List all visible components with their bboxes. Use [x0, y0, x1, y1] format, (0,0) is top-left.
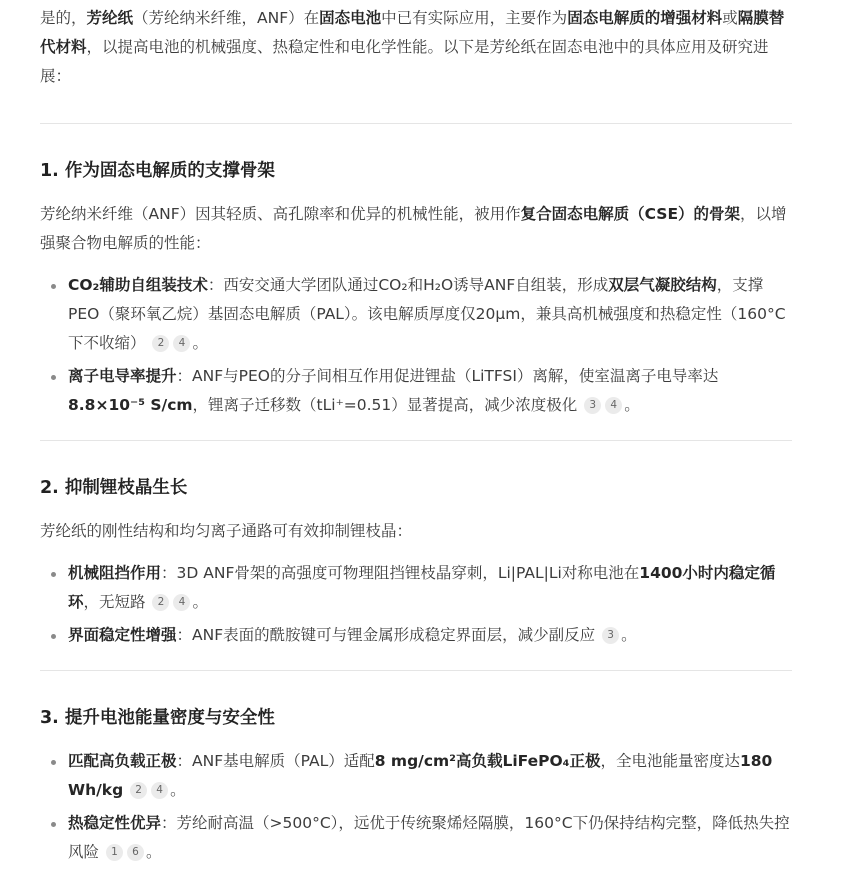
citation-badge[interactable]: 1 — [106, 844, 123, 861]
citation-badge[interactable]: 4 — [151, 782, 168, 799]
citation-badge[interactable]: 3 — [602, 627, 619, 644]
list-item: 机械阻挡作用：3D ANF骨架的高强度可物理阻挡锂枝晶穿刺，Li|PAL|Li对称电池在1400小时内稳定循环，无短路 2 4 。 — [68, 559, 792, 617]
citation-badge[interactable]: 4 — [173, 594, 190, 611]
section-3-title: 3. 提升电池能量密度与安全性 — [40, 708, 275, 728]
section-1-list — [40, 271, 792, 420]
section-2-description: 芳纶纸的刚性结构和均匀离子通路可有效抑制锂枝晶： — [40, 522, 413, 540]
citation-badge[interactable]: 4 — [173, 335, 190, 352]
citation-badge[interactable]: 2 — [152, 335, 169, 352]
section-3-list — [40, 747, 792, 867]
list-item: CO₂辅助自组装技术：西安交通大学团队通过CO₂和H₂O诱导ANF自组装，形成双层气凝胶结构，支撑PEO（聚环氧乙烷）基固态电解质（PAL）。该电解质厚度仅20μm，兼具高机械强度和热稳定性（160°C下不收缩） 2 4 。 — [68, 271, 792, 358]
section-1-description: 芳纶纳米纤维（ANF）因其轻质、高孔隙率和优异的机械性能，被用作复合固态电解质（CSE）的骨架，以增强聚合物电解质的性能： — [40, 205, 787, 252]
intro-paragraph: 是的，芳纶纸（芳纶纳米纤维，ANF）在固态电池中已有实际应用，主要作为固态电解质的增强材料或隔膜替代材料，以提高电池的机械强度、热稳定性和电化学性能。以下是芳纶纸在固态电池中的具体应用及研究进展： — [40, 9, 785, 85]
section-2-title: 2. 抑制锂枝晶生长 — [40, 478, 188, 498]
list-item: 界面稳定性增强：ANF表面的酰胺键可与锂金属形成稳定界面层，减少副反应 3 。 — [68, 621, 792, 650]
section-1-title: 1. 作为固态电解质的支撑骨架 — [40, 161, 275, 181]
citation-badge[interactable]: 6 — [127, 844, 144, 861]
citation-badge[interactable]: 3 — [584, 397, 601, 414]
citation-badge[interactable]: 2 — [152, 594, 169, 611]
citation-badge[interactable]: 4 — [605, 397, 622, 414]
citation-badge[interactable]: 2 — [130, 782, 147, 799]
list-item: 离子电导率提升：ANF与PEO的分子间相互作用促进锂盐（LiTFSI）离解，使室温离子电导率达8.8×10⁻⁵ S/cm，锂离子迁移数（tLi⁺=0.51）显著提高，减少浓度极化 3 4 。 — [68, 362, 792, 420]
list-item: 热稳定性优异：芳纶耐高温（>500°C），远优于传统聚烯烃隔膜，160°C下仍保持结构完整，降低热失控风险 1 6 。 — [68, 809, 792, 867]
list-item: 匹配高负载正极：ANF基电解质（PAL）适配8 mg/cm²高负载LiFePO₄正极，全电池能量密度达180 Wh/kg 2 4 。 — [68, 747, 792, 805]
section-2-list — [40, 559, 792, 650]
